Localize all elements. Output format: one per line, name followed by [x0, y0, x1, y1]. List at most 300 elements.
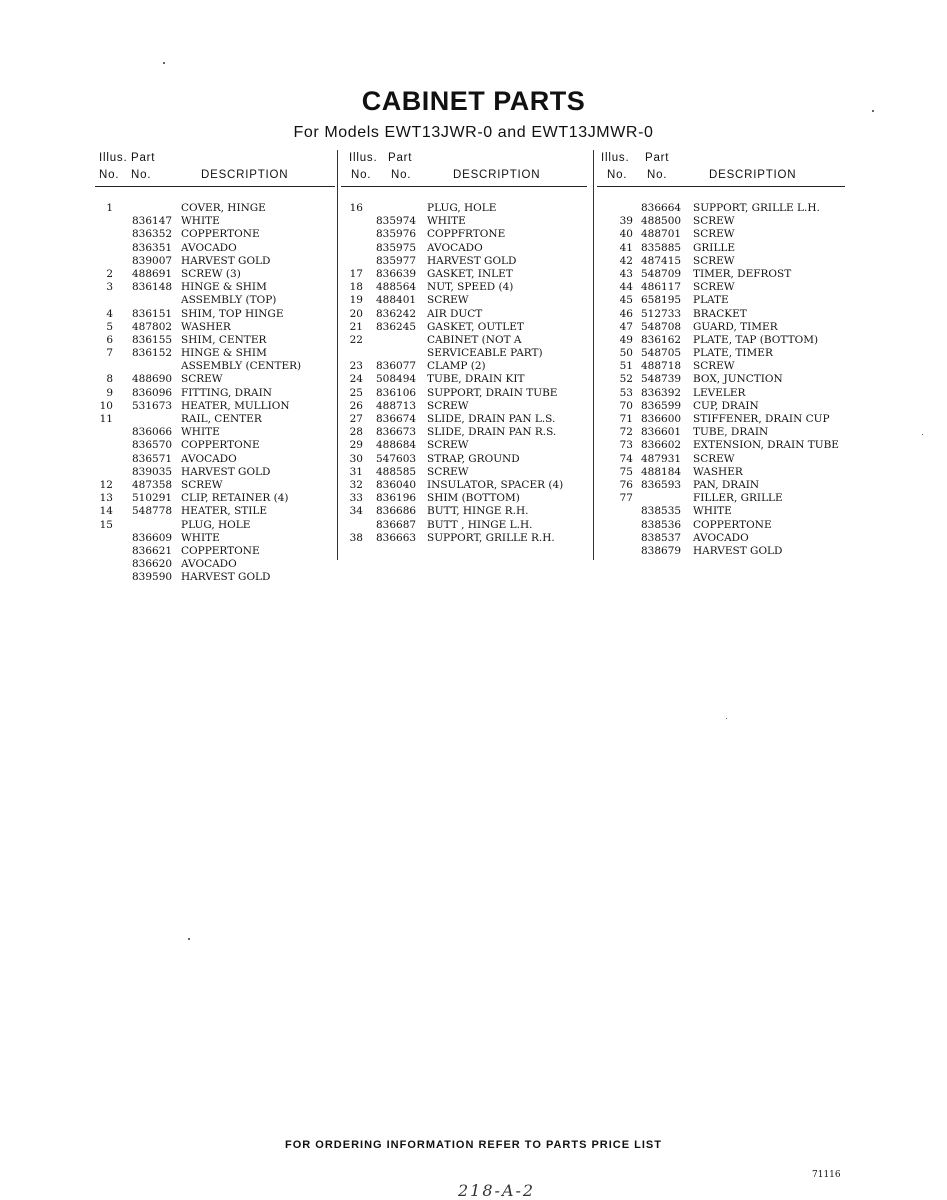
part-number: 488718: [641, 360, 682, 373]
illus-number: 47: [619, 320, 633, 333]
part-description: SCREW: [693, 228, 735, 241]
part-row: [95, 492, 335, 505]
part-number: 839007: [132, 254, 173, 267]
part-row: [597, 519, 845, 532]
part-description: SCREW: [427, 294, 469, 307]
part-number: 836687: [376, 518, 417, 531]
header-no: No.: [351, 169, 372, 181]
illus-number: 11: [99, 413, 113, 425]
illus-number: 46: [619, 307, 633, 320]
illus-number: 31: [349, 465, 363, 478]
part-description: STIFFENER, DRAIN CUP: [693, 413, 830, 425]
part-number: 488713: [376, 399, 417, 412]
part-description: COVER, HINGE: [181, 202, 266, 214]
part-row: [95, 519, 335, 532]
part-row: [597, 321, 845, 334]
part-description: AVOCADO: [181, 241, 237, 254]
part-row: [597, 387, 845, 400]
part-row: [597, 202, 845, 215]
part-row: [597, 373, 845, 386]
part-number: 836096: [132, 386, 173, 399]
part-description: SLIDE, DRAIN PAN L.S.: [427, 413, 556, 425]
part-description: SHIM (BOTTOM): [427, 492, 520, 505]
part-number: 548709: [641, 267, 682, 280]
part-number: 836151: [132, 307, 173, 320]
part-row: [597, 492, 845, 505]
part-number: 836571: [132, 452, 173, 465]
illus-number: 44: [619, 281, 633, 294]
part-row: [597, 242, 845, 255]
part-number: 836152: [132, 347, 173, 360]
part-number: 836639: [376, 267, 417, 280]
illus-number: 25: [349, 386, 363, 399]
part-row: [95, 242, 335, 255]
parts-list: [341, 202, 587, 545]
illus-number: 33: [349, 492, 363, 505]
part-description: GASKET, OUTLET: [427, 320, 524, 333]
part-row: [95, 294, 335, 307]
part-number: 488691: [132, 267, 173, 280]
illus-number: 3: [106, 281, 113, 294]
part-description: CLIP, RETAINER (4): [181, 492, 289, 505]
part-description: GASKET, INLET: [427, 267, 513, 280]
header-part: Part: [388, 152, 413, 164]
part-description: TIMER, DEFROST: [693, 267, 792, 280]
part-row: [597, 360, 845, 373]
part-number: 488184: [641, 465, 682, 478]
illus-number: 39: [619, 215, 633, 228]
scan-speck: [188, 938, 190, 940]
part-description: ASSEMBLY (CENTER): [181, 360, 302, 373]
part-number: 836621: [132, 544, 173, 557]
parts-column-2: [341, 150, 587, 545]
illus-number: 71: [619, 413, 633, 425]
part-row: [341, 268, 587, 281]
part-number: 838536: [641, 518, 682, 531]
illus-number: 19: [349, 294, 363, 307]
part-row: [95, 453, 335, 466]
illus-number: 50: [619, 347, 633, 360]
part-number: 488690: [132, 373, 173, 386]
illus-number: 24: [349, 373, 363, 386]
part-row: [341, 519, 587, 532]
part-number: 836620: [132, 558, 173, 571]
part-number: 508494: [376, 373, 417, 386]
part-description: AIR DUCT: [427, 307, 483, 320]
header-no: No.: [607, 169, 628, 181]
illus-number: 30: [349, 452, 363, 465]
part-row: [597, 281, 845, 294]
part-description: COPPFRTONE: [427, 228, 506, 241]
part-row: [341, 347, 587, 360]
part-row: [341, 532, 587, 545]
part-number: 548705: [641, 347, 682, 360]
illus-number: 1: [106, 202, 113, 214]
part-row: [597, 426, 845, 439]
part-row: [597, 479, 845, 492]
part-row: [341, 294, 587, 307]
part-number: 835976: [376, 228, 417, 241]
handwritten-note: 218-A-2: [458, 1181, 536, 1200]
part-description: HEATER, STILE: [181, 505, 268, 518]
part-row: [597, 532, 845, 545]
part-number: 836066: [132, 426, 173, 439]
part-row: [95, 268, 335, 281]
part-description: HINGE & SHIM: [181, 281, 267, 294]
illus-number: 70: [619, 399, 633, 412]
part-number: 548708: [641, 320, 682, 333]
part-row: [95, 505, 335, 518]
header-description: DESCRIPTION: [201, 169, 289, 181]
part-description: SUPPORT, DRAIN TUBE: [427, 386, 558, 399]
part-description: SCREW: [427, 465, 469, 478]
part-number: 512733: [641, 307, 682, 320]
part-description: SHIM, TOP HINGE: [181, 307, 284, 320]
illus-number: 21: [349, 320, 363, 333]
part-number: 836686: [376, 505, 417, 518]
part-row: [597, 347, 845, 360]
page-title: CABINET PARTS: [361, 86, 586, 116]
illus-number: 49: [619, 333, 633, 346]
illus-number: 76: [619, 478, 633, 491]
part-description: PLUG, HOLE: [427, 202, 497, 214]
part-row: [341, 479, 587, 492]
part-description: FILLER, GRILLE: [693, 492, 783, 505]
illus-number: 72: [619, 426, 633, 439]
part-row: [597, 268, 845, 281]
part-number: 548778: [132, 505, 173, 518]
part-row: [95, 532, 335, 545]
part-description: SUPPORT, GRILLE R.H.: [427, 531, 555, 544]
scan-speck: [726, 718, 727, 719]
header-part: Part: [645, 152, 670, 164]
part-description: CUP, DRAIN: [693, 399, 759, 412]
illus-number: 29: [349, 439, 363, 452]
part-description: COPPERTONE: [181, 439, 260, 452]
part-description: SCREW: [693, 281, 735, 294]
part-description: WASHER: [693, 465, 743, 478]
scan-speck: [872, 110, 874, 112]
illus-number: 4: [106, 307, 113, 320]
illus-number: 27: [349, 413, 363, 425]
part-number: 836148: [132, 281, 173, 294]
part-row: [95, 228, 335, 241]
part-row: [95, 439, 335, 452]
part-row: [341, 413, 587, 426]
part-row: [597, 228, 845, 241]
illus-number: 42: [619, 254, 633, 267]
illus-number: 6: [106, 333, 113, 346]
part-number: 658195: [641, 294, 682, 307]
part-description: INSULATOR, SPACER (4): [427, 478, 564, 491]
part-row: [597, 308, 845, 321]
part-number: 547603: [376, 452, 417, 465]
part-description: GRILLE: [693, 241, 736, 254]
part-number: 836162: [641, 333, 682, 346]
part-description: BUTT, HINGE R.H.: [427, 505, 529, 518]
part-number: 488585: [376, 465, 417, 478]
part-number: 510291: [132, 492, 173, 505]
part-row: [95, 413, 335, 426]
part-row: [95, 347, 335, 360]
part-number: 835977: [376, 254, 417, 267]
illus-number: 16: [349, 202, 363, 214]
illus-number: 26: [349, 399, 363, 412]
header-illus: Illus.: [99, 152, 128, 164]
part-number: 487358: [132, 478, 173, 491]
illus-number: 53: [619, 386, 633, 399]
header-part-no: No.: [131, 169, 152, 181]
header-part-no: No.: [391, 169, 412, 181]
part-row: [597, 413, 845, 426]
part-row: [95, 321, 335, 334]
part-row: [95, 373, 335, 386]
part-description: SLIDE, DRAIN PAN R.S.: [427, 426, 557, 439]
part-description: HINGE & SHIM: [181, 347, 267, 360]
part-description: HARVEST GOLD: [181, 571, 271, 584]
illus-number: 23: [349, 360, 363, 373]
part-row: [95, 558, 335, 571]
parts-column-1: [95, 150, 335, 584]
part-row: [341, 228, 587, 241]
part-row: [597, 400, 845, 413]
header-part: Part: [131, 152, 156, 164]
part-number: 838679: [641, 544, 682, 557]
part-description: SHIM, CENTER: [181, 333, 267, 346]
parts-list: [95, 202, 335, 584]
header-illus: Illus.: [601, 152, 630, 164]
part-number: 836245: [376, 320, 417, 333]
header-illus: Illus.: [349, 152, 378, 164]
part-number: 487415: [641, 254, 682, 267]
part-row: [95, 281, 335, 294]
page-subtitle: For Models EWT13JWR-0 and EWT13JMWR-0: [293, 124, 654, 141]
part-description: HARVEST GOLD: [181, 465, 271, 478]
header-part-no: No.: [647, 169, 668, 181]
part-number: 836242: [376, 307, 417, 320]
part-description: ASSEMBLY (TOP): [181, 294, 277, 307]
illus-number: 73: [619, 439, 633, 452]
part-description: PLATE, TAP (BOTTOM): [693, 333, 819, 346]
part-row: [95, 571, 335, 584]
part-row: [341, 492, 587, 505]
part-row: [95, 400, 335, 413]
part-row: [341, 439, 587, 452]
part-number: 836155: [132, 333, 173, 346]
part-number: 835885: [641, 241, 682, 254]
part-row: [95, 202, 335, 215]
part-row: [341, 400, 587, 413]
part-description: SCREW: [181, 373, 223, 386]
part-number: 836392: [641, 386, 682, 399]
parts-list: [597, 202, 845, 558]
part-row: [95, 255, 335, 268]
part-description: WHITE: [693, 505, 732, 518]
part-row: [95, 334, 335, 347]
part-description: SERVICEABLE PART): [427, 347, 543, 360]
part-description: SCREW: [693, 254, 735, 267]
page-code: 71116: [812, 1170, 841, 1180]
illus-number: 38: [349, 531, 363, 544]
part-description: HARVEST GOLD: [427, 254, 517, 267]
column-divider: [337, 150, 338, 560]
part-description: WHITE: [181, 426, 220, 439]
part-row: [597, 215, 845, 228]
part-description: AVOCADO: [427, 241, 483, 254]
illus-number: 41: [619, 241, 633, 254]
part-row: [597, 466, 845, 479]
part-row: [341, 281, 587, 294]
part-description: SCREW: [693, 360, 735, 373]
part-description: SCREW: [427, 399, 469, 412]
part-number: 836599: [641, 399, 682, 412]
part-description: STRAP, GROUND: [427, 452, 520, 465]
part-number: 488500: [641, 215, 682, 228]
part-description: AVOCADO: [693, 531, 749, 544]
part-row: [597, 453, 845, 466]
parts-column-3: [597, 150, 845, 558]
part-number: 838537: [641, 531, 682, 544]
part-number: 838535: [641, 505, 682, 518]
illus-number: 45: [619, 294, 633, 307]
part-number: 835974: [376, 215, 417, 228]
part-number: 836602: [641, 439, 682, 452]
part-number: 836351: [132, 241, 173, 254]
part-description: WASHER: [181, 320, 231, 333]
part-number: 839590: [132, 571, 173, 584]
part-number: 836570: [132, 439, 173, 452]
part-row: [597, 439, 845, 452]
illus-number: 14: [99, 505, 113, 518]
part-row: [341, 387, 587, 400]
part-number: 836593: [641, 478, 682, 491]
part-description: CABINET (NOT A: [427, 333, 522, 346]
part-number: 836106: [376, 386, 417, 399]
part-number: 488564: [376, 281, 417, 294]
part-description: TUBE, DRAIN KIT: [427, 373, 525, 386]
illus-number: 20: [349, 307, 363, 320]
part-row: [341, 360, 587, 373]
illus-number: 75: [619, 465, 633, 478]
part-row: [95, 426, 335, 439]
illus-number: 2: [106, 267, 113, 280]
part-row: [95, 308, 335, 321]
illus-number: 22: [349, 333, 363, 346]
column-header: [597, 150, 845, 187]
illus-number: 13: [99, 492, 113, 505]
part-number: 548739: [641, 373, 682, 386]
scan-speck: [922, 434, 923, 435]
part-description: PLATE, TIMER: [693, 347, 773, 360]
illus-number: 17: [349, 267, 363, 280]
part-description: COPPERTONE: [181, 228, 260, 241]
illus-number: 43: [619, 267, 633, 280]
illus-number: 12: [99, 478, 113, 491]
part-description: SCREW: [693, 215, 735, 228]
illus-number: 52: [619, 373, 633, 386]
part-number: 836601: [641, 426, 682, 439]
part-row: [341, 373, 587, 386]
illus-number: 77: [619, 492, 633, 505]
part-description: RAIL, CENTER: [181, 413, 262, 425]
part-description: COPPERTONE: [693, 518, 772, 531]
part-row: [341, 215, 587, 228]
part-row: [341, 321, 587, 334]
part-description: HEATER, MULLION: [181, 399, 290, 412]
part-number: 836600: [641, 413, 682, 425]
illus-number: 51: [619, 360, 633, 373]
part-description: BOX, JUNCTION: [693, 373, 783, 386]
part-row: [341, 426, 587, 439]
part-number: 836077: [376, 360, 417, 373]
part-number: 531673: [132, 399, 173, 412]
part-number: 839035: [132, 465, 173, 478]
part-row: [341, 255, 587, 268]
illus-number: 74: [619, 452, 633, 465]
part-number: 836352: [132, 228, 173, 241]
part-description: PAN, DRAIN: [693, 478, 760, 491]
part-number: 836196: [376, 492, 417, 505]
part-description: SCREW (3): [181, 267, 241, 280]
part-row: [341, 453, 587, 466]
part-number: 836673: [376, 426, 417, 439]
part-description: SUPPORT, GRILLE L.H.: [693, 202, 820, 214]
part-description: SCREW: [693, 452, 735, 465]
part-description: GUARD, TIMER: [693, 320, 778, 333]
part-description: WHITE: [181, 531, 220, 544]
illus-number: 15: [99, 518, 113, 531]
part-number: 486117: [641, 281, 682, 294]
part-number: 836674: [376, 413, 417, 425]
part-description: WHITE: [427, 215, 466, 228]
illus-number: 40: [619, 228, 633, 241]
part-row: [95, 215, 335, 228]
part-row: [341, 242, 587, 255]
part-description: WHITE: [181, 215, 220, 228]
part-description: COPPERTONE: [181, 544, 260, 557]
part-description: FITTING, DRAIN: [181, 386, 272, 399]
illus-number: 34: [349, 505, 363, 518]
scan-speck: [163, 62, 165, 64]
part-number: 488701: [641, 228, 682, 241]
part-number: 836147: [132, 215, 173, 228]
part-row: [597, 255, 845, 268]
part-row: [597, 545, 845, 558]
part-number: 836664: [641, 202, 682, 214]
part-description: NUT, SPEED (4): [427, 281, 514, 294]
part-description: PLATE: [693, 294, 729, 307]
illus-number: 9: [106, 386, 113, 399]
illus-number: 32: [349, 478, 363, 491]
part-number: 836663: [376, 531, 417, 544]
part-description: SCREW: [427, 439, 469, 452]
part-row: [341, 308, 587, 321]
part-description: CLAMP (2): [427, 360, 486, 373]
illus-number: 8: [106, 373, 113, 386]
part-row: [597, 505, 845, 518]
part-number: 836609: [132, 531, 173, 544]
header-description: DESCRIPTION: [453, 169, 541, 181]
part-description: EXTENSION, DRAIN TUBE: [693, 439, 839, 452]
part-description: BUTT , HINGE L.H.: [427, 518, 533, 531]
part-row: [95, 479, 335, 492]
part-description: TUBE, DRAIN: [693, 426, 769, 439]
part-number: 836040: [376, 478, 417, 491]
part-description: LEVELER: [693, 386, 746, 399]
ordering-footer: FOR ORDERING INFORMATION REFER TO PARTS PRICE LIST: [285, 1139, 662, 1151]
illus-number: 5: [106, 320, 113, 333]
part-number: 835975: [376, 241, 417, 254]
